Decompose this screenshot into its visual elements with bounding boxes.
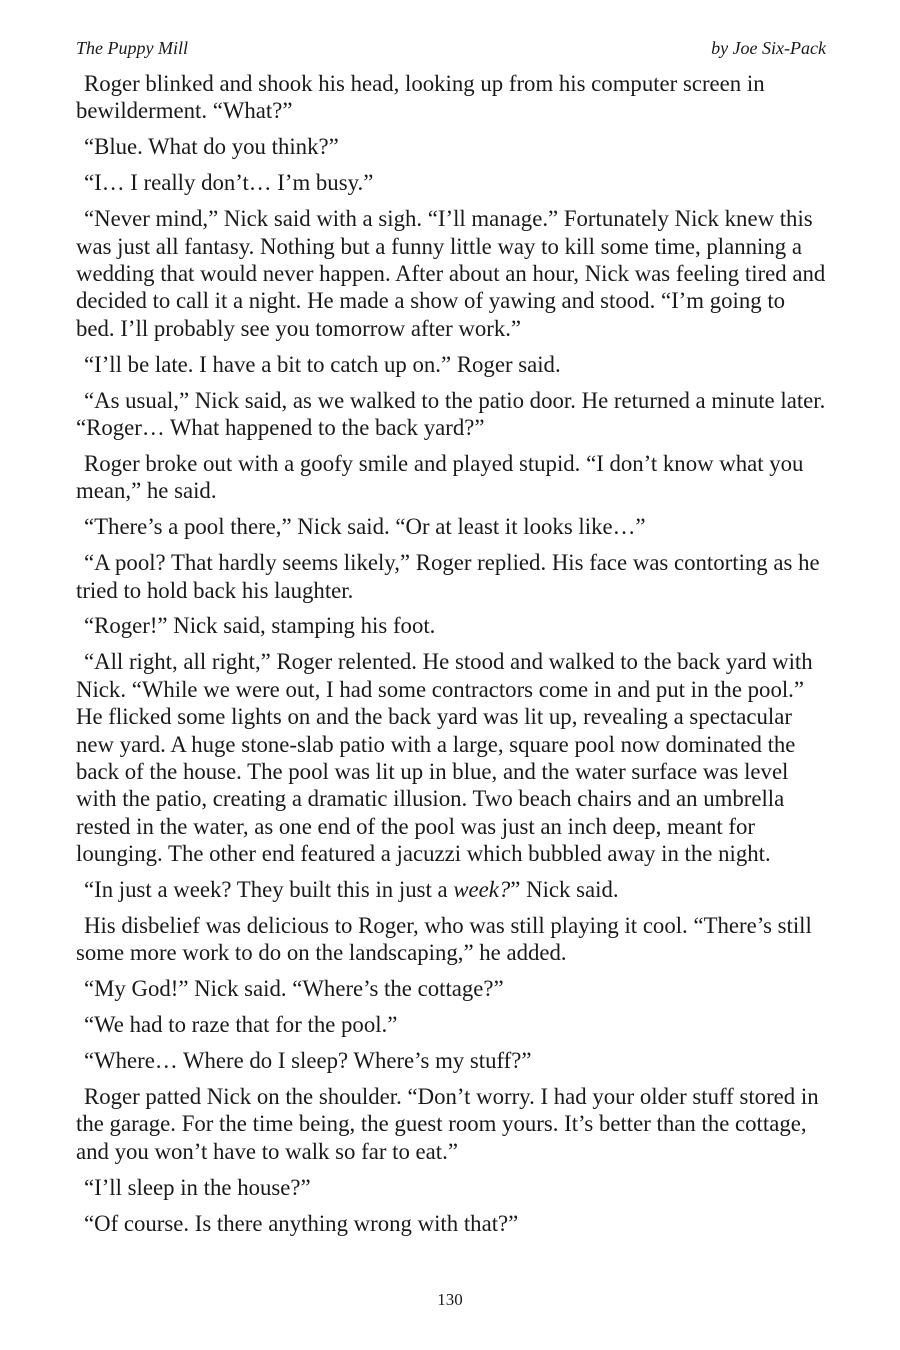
paragraph-17: Roger patted Nick on the shoulder. “Don’t worry. I had your older stuff stored in the garage. For the time being, the guest room yours. It’s better than the cottage, and you won’t have to walk so far to eat.” (76, 1084, 819, 1164)
paragraph-5: “I’ll be late. I have a bit to catch up on.” Roger said. (84, 351, 561, 377)
paragraph-12 (76, 876, 826, 903)
running-header (76, 37, 826, 59)
paragraph-19: “Of course. Is there anything wrong with that?” (84, 1210, 519, 1236)
paragraph-10: “Roger!” Nick said, stamping his foot. (84, 613, 436, 639)
paragraph-3: “I… I really don’t… I’m busy.” (84, 170, 374, 196)
author-name: by Joe Six-Pack (711, 38, 826, 58)
paragraph-6: “As usual,” Nick said, as we walked to the patio door. He returned a minute later. “Roger… What happened to the back yard?” (76, 387, 826, 440)
paragraph-12-before: “In just a week? They built this in just a (84, 877, 454, 903)
paragraph-7: Roger broke out with a goofy smile and played stupid. “I don’t know what you mean,” he said. (76, 450, 804, 504)
paragraph-9: “A pool? That hardly seems likely,” Roger replied. His face was contorting as he tried to hold back his laughter. (76, 550, 820, 603)
paragraph-12-after: ” Nick said. (510, 877, 619, 903)
paragraph-4: “Never mind,” Nick said with a sigh. “I’ll manage.” Fortunately Nick knew this was just all fantasy. Nothing but a funny little way to kill some time, planning a wedding that would never happen. After about an hour, Nick was feeling tired and decided to call it a night. He made a show of yawing and stood. “I’m going to bed. I’ll probably see you tomorrow after work.” (76, 206, 826, 341)
paragraph-2: “Blue. What do you think?” (84, 134, 339, 160)
paragraph-8: “There’s a pool there,” Nick said. “Or at least it looks like…” (84, 514, 646, 540)
paragraph-1: Roger blinked and shook his head, looking up from his computer screen in bewilderment. “What?” (76, 71, 765, 124)
paragraph-16: “Where… Where do I sleep? Where’s my stuff?” (84, 1048, 532, 1074)
book-title: The Puppy Mill (76, 38, 188, 58)
paragraph-18: “I’ll sleep in the house?” (84, 1174, 311, 1200)
paragraph-14: “My God!” Nick said. “Where’s the cottage?” (84, 976, 504, 1002)
paragraph-11: “All right, all right,” Roger relented. He stood and walked to the back yard with Nick. “While we were out, I had some contractors come in and put in the pool.” He flicked some lights on and the back yard was lit up, revealing a spectacular new yard. A huge stone-slab patio with a large, square pool now dominated the back of the house. The pool was lit up in blue, and the water surface was level with the patio, creating a dramatic illusion. Two beach chairs and an umbrella rested in the water, as one end of the pool was just an inch deep, meant for lounging. The other end featured a jacuzzi which bubbled away in the night. (76, 649, 813, 867)
page-number: 130 (437, 1290, 463, 1309)
body-text (76, 70, 826, 1246)
paragraph-13: His disbelief was delicious to Roger, who was still playing it cool. “There’s still some more work to do on the landscaping,” he added. (76, 912, 812, 966)
emphasized-word: week? (453, 877, 511, 903)
paragraph-15: “We had to raze that for the pool.” (84, 1012, 398, 1038)
